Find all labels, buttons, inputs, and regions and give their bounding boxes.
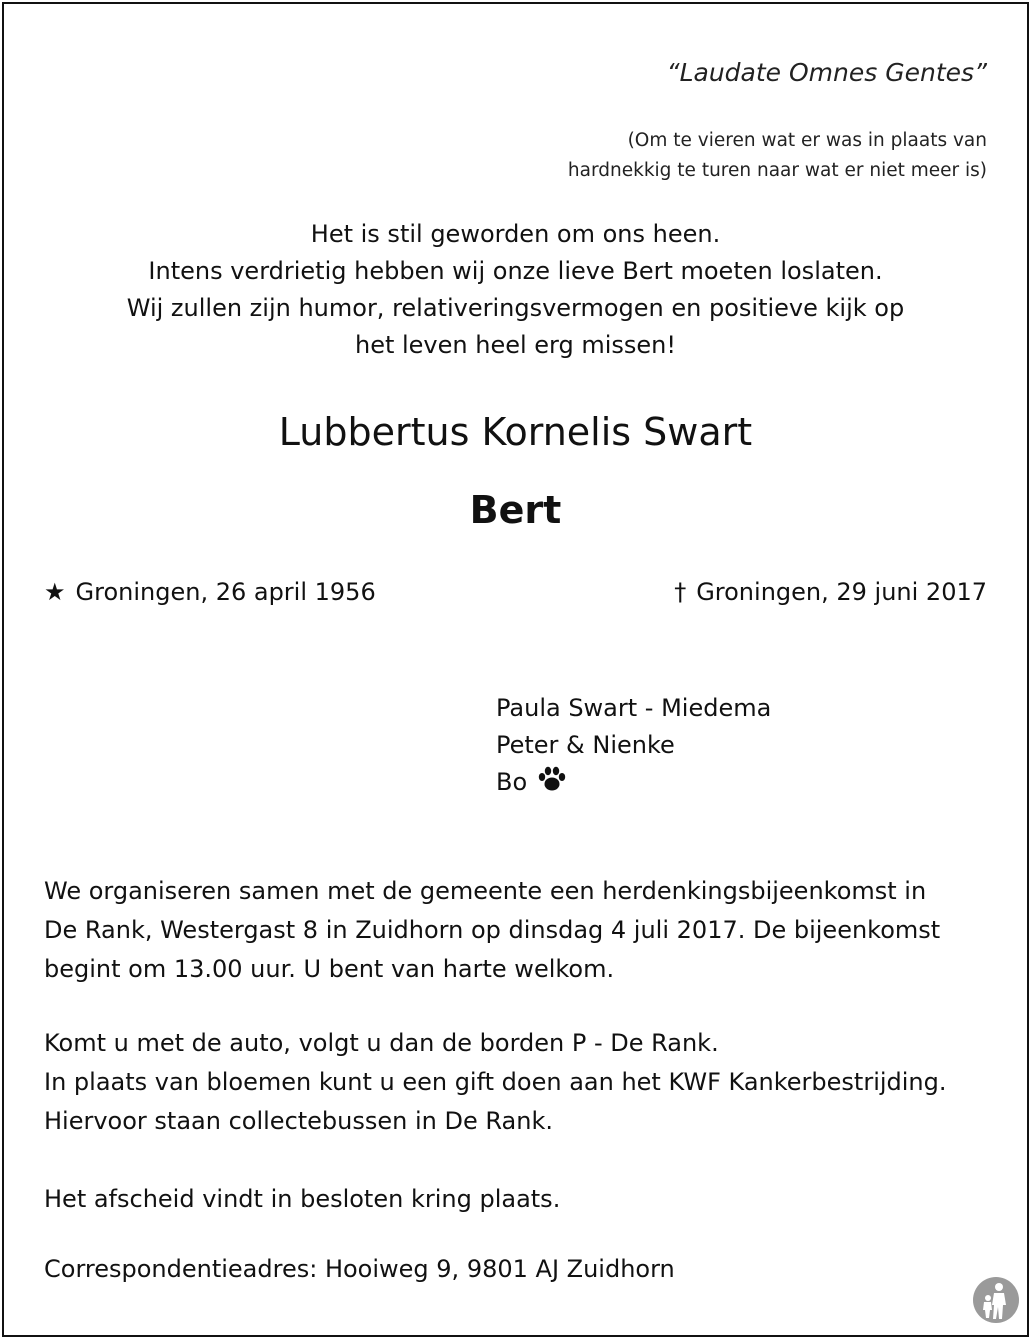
- intro-line: Het is stil geworden om ons heen.: [310, 220, 721, 248]
- correspondence-address: Correspondentieadres: Hooiweg 9, 9801 AJ Zuidhorn: [44, 1255, 675, 1283]
- birth-line: [44, 578, 376, 606]
- paragraph-line: We organiseren samen met de gemeente een herdenkingsbijeenkomst in: [44, 877, 927, 905]
- intro-line: het leven heel erg missen!: [354, 331, 677, 359]
- farewell-paragraph: Het afscheid vindt in besloten kring plaats.: [44, 1185, 561, 1213]
- death-text: Groningen, 29 juni 2017: [696, 578, 987, 606]
- nickname: Bert: [469, 488, 562, 532]
- ceremony-paragraph: [44, 872, 940, 989]
- paragraph-line: De Rank, Westergast 8 in Zuidhorn op dinsdag 4 juli 2017. De bijeenkomst: [44, 916, 941, 944]
- death-line: [674, 578, 987, 606]
- family-member: [496, 764, 771, 803]
- birth-text: Groningen, 26 april 1956: [75, 578, 376, 606]
- memorial-figure-logo-icon: [972, 1276, 1020, 1324]
- family-list: [496, 690, 771, 803]
- paragraph-line: Komt u met de auto, volgt u dan de borden P - De Rank.: [44, 1029, 719, 1057]
- intro-line: Intens verdrietig hebben wij onze lieve Bert moeten loslaten.: [148, 257, 883, 285]
- paragraph-line: begint om 13.00 uur. U bent van harte welkom.: [44, 955, 615, 983]
- paw-print-icon: [537, 766, 567, 803]
- intro-text: [0, 216, 1031, 364]
- quote-note: [568, 126, 987, 186]
- family-member-name: Bo: [496, 768, 528, 796]
- full-name: Lubbertus Kornelis Swart: [278, 410, 753, 454]
- star-icon: ★: [44, 578, 66, 606]
- paragraph-line: In plaats van bloemen kunt u een gift doen aan het KWF Kankerbestrijding.: [44, 1068, 947, 1096]
- quote: “Laudate Omnes Gentes”: [666, 58, 987, 87]
- cross-icon: †: [674, 578, 687, 606]
- note-line: hardnekkig te turen naar wat er niet meer is): [567, 160, 987, 181]
- family-member: Peter & Nienke: [496, 731, 675, 759]
- directions-paragraph: [44, 1024, 947, 1141]
- family-member: Paula Swart - Miedema: [496, 694, 772, 722]
- note-line: (Om te vieren wat er was in plaats van: [627, 130, 987, 151]
- paragraph-line: Hiervoor staan collectebussen in De Rank.: [44, 1107, 553, 1135]
- intro-line: Wij zullen zijn humor, relativeringsvermogen en positieve kijk op: [126, 294, 905, 322]
